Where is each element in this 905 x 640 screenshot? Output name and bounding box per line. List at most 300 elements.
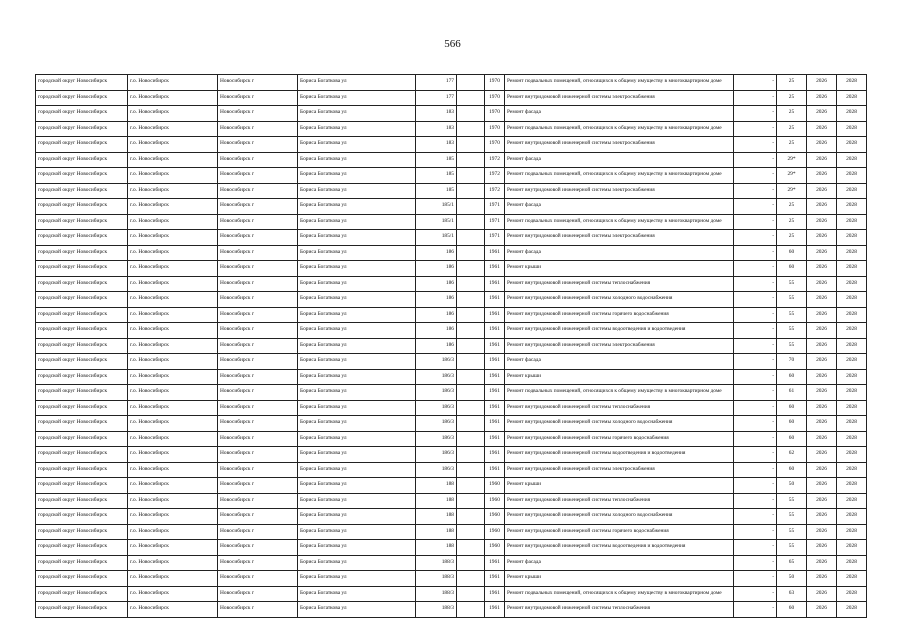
end-year-cell: 2028 [837,478,867,494]
end-year-cell: 2028 [837,524,867,540]
build-year-cell: 1960 [485,493,505,509]
street-cell: Бориса Богаткова ул [298,462,416,478]
work-type-cell: Ремонт внутридомовой инженерной системы теплоснабжения [505,493,734,509]
value-cell: 60 [777,245,807,261]
settlement-cell: г.о. Новосибирск [128,152,218,168]
start-year-cell: 2026 [807,524,837,540]
table-row [36,121,867,137]
value-cell: 25 [777,199,807,215]
district-cell: городской округ Новосибирск [36,416,128,432]
build-year-cell: 1961 [485,369,505,385]
table-row [36,524,867,540]
house-number-cell: 186 [416,292,457,308]
empty-cell [457,385,485,401]
house-number-cell: 186/3 [416,431,457,447]
cost-cell: - [734,385,777,401]
district-cell: городской округ Новосибирск [36,509,128,525]
end-year-cell: 2028 [837,90,867,106]
build-year-cell: 1971 [485,230,505,246]
build-year-cell: 1960 [485,524,505,540]
work-type-cell: Ремонт крыши [505,571,734,587]
work-type-cell: Ремонт внутридомовой инженерной системы теплоснабжения [505,400,734,416]
value-cell: 65 [777,555,807,571]
city-cell: Новосибирск г [218,261,298,277]
end-year-cell: 2028 [837,509,867,525]
city-cell: Новосибирск г [218,152,298,168]
value-cell: 55 [777,292,807,308]
empty-cell [457,199,485,215]
street-cell: Бориса Богаткова ул [298,137,416,153]
work-type-cell: Ремонт внутридомовой инженерной системы электроснабжения [505,137,734,153]
cost-cell: - [734,400,777,416]
street-cell: Бориса Богаткова ул [298,447,416,463]
end-year-cell: 2028 [837,137,867,153]
district-cell: городской округ Новосибирск [36,400,128,416]
cost-cell: - [734,214,777,230]
value-cell: 25 [777,121,807,137]
house-number-cell: 186/3 [416,354,457,370]
empty-cell [457,400,485,416]
value-cell: 55 [777,540,807,556]
value-cell: 25 [777,230,807,246]
empty-cell [457,540,485,556]
work-type-cell: Ремонт внутридомовой инженерной системы холодного водоснабжения [505,509,734,525]
empty-cell [457,121,485,137]
district-cell: городской округ Новосибирск [36,524,128,540]
end-year-cell: 2028 [837,602,867,618]
city-cell: Новосибирск г [218,168,298,184]
table-row [36,571,867,587]
table-row [36,369,867,385]
value-cell: 25 [777,137,807,153]
table-row [36,354,867,370]
page-number: 566 [444,38,461,50]
street-cell: Бориса Богаткова ул [298,307,416,323]
work-type-cell: Ремонт подвальных помещений, относящихся к общему имуществу в многоквартирном доме [505,586,734,602]
cost-cell: - [734,90,777,106]
cost-cell: - [734,586,777,602]
end-year-cell: 2028 [837,447,867,463]
house-number-cell: 188/3 [416,602,457,618]
build-year-cell: 1961 [485,602,505,618]
table-row [36,431,867,447]
cost-cell: - [734,137,777,153]
end-year-cell: 2028 [837,199,867,215]
work-type-cell: Ремонт подвальных помещений, относящихся к общему имуществу в многоквартирном доме [505,214,734,230]
street-cell: Бориса Богаткова ул [298,152,416,168]
start-year-cell: 2026 [807,307,837,323]
street-cell: Бориса Богаткова ул [298,385,416,401]
city-cell: Новосибирск г [218,602,298,618]
street-cell: Бориса Богаткова ул [298,540,416,556]
settlement-cell: г.о. Новосибирск [128,230,218,246]
table-row [36,509,867,525]
build-year-cell: 1970 [485,106,505,122]
end-year-cell: 2028 [837,276,867,292]
settlement-cell: г.о. Новосибирск [128,400,218,416]
street-cell: Бориса Богаткова ул [298,400,416,416]
value-cell: 55 [777,323,807,339]
city-cell: Новосибирск г [218,137,298,153]
house-number-cell: 186 [416,245,457,261]
work-type-cell: Ремонт подвальных помещений, относящихся к общему имуществу в многоквартирном доме [505,121,734,137]
value-cell: 60 [777,416,807,432]
empty-cell [457,75,485,91]
house-number-cell: 188/3 [416,586,457,602]
empty-cell [457,447,485,463]
city-cell: Новосибирск г [218,493,298,509]
district-cell: городской округ Новосибирск [36,90,128,106]
street-cell: Бориса Богаткова ул [298,75,416,91]
house-number-cell: 186/3 [416,447,457,463]
value-cell: 62 [777,447,807,463]
street-cell: Бориса Богаткова ул [298,509,416,525]
settlement-cell: г.о. Новосибирск [128,555,218,571]
city-cell: Новосибирск г [218,307,298,323]
end-year-cell: 2028 [837,416,867,432]
street-cell: Бориса Богаткова ул [298,90,416,106]
house-number-cell: 188 [416,524,457,540]
city-cell: Новосибирск г [218,571,298,587]
district-cell: городской округ Новосибирск [36,214,128,230]
district-cell: городской округ Новосибирск [36,137,128,153]
settlement-cell: г.о. Новосибирск [128,602,218,618]
start-year-cell: 2026 [807,385,837,401]
work-type-cell: Ремонт внутридомовой инженерной системы электроснабжения [505,338,734,354]
empty-cell [457,602,485,618]
house-number-cell: 188/3 [416,555,457,571]
district-cell: городской округ Новосибирск [36,447,128,463]
cost-cell: - [734,354,777,370]
empty-cell [457,586,485,602]
table-row [36,245,867,261]
street-cell: Бориса Богаткова ул [298,199,416,215]
empty-cell [457,462,485,478]
street-cell: Бориса Богаткова ул [298,276,416,292]
cost-cell: - [734,121,777,137]
build-year-cell: 1961 [485,261,505,277]
end-year-cell: 2028 [837,354,867,370]
settlement-cell: г.о. Новосибирск [128,509,218,525]
value-cell: 61 [777,385,807,401]
value-cell: 55 [777,307,807,323]
start-year-cell: 2026 [807,555,837,571]
build-year-cell: 1961 [485,586,505,602]
end-year-cell: 2028 [837,106,867,122]
empty-cell [457,431,485,447]
build-year-cell: 1961 [485,571,505,587]
value-cell: 25 [777,90,807,106]
start-year-cell: 2026 [807,245,837,261]
value-cell: 29* [777,183,807,199]
cost-cell: - [734,447,777,463]
house-number-cell: 188 [416,478,457,494]
cost-cell: - [734,276,777,292]
house-number-cell: 186 [416,338,457,354]
cost-cell: - [734,168,777,184]
start-year-cell: 2026 [807,540,837,556]
house-number-cell: 186/3 [416,369,457,385]
work-type-cell: Ремонт фасада [505,354,734,370]
settlement-cell: г.о. Новосибирск [128,307,218,323]
end-year-cell: 2028 [837,75,867,91]
work-type-cell: Ремонт внутридомовой инженерной системы электроснабжения [505,230,734,246]
district-cell: городской округ Новосибирск [36,354,128,370]
empty-cell [457,338,485,354]
work-type-cell: Ремонт внутридомовой инженерной системы теплоснабжения [505,602,734,618]
start-year-cell: 2026 [807,261,837,277]
settlement-cell: г.о. Новосибирск [128,385,218,401]
empty-cell [457,524,485,540]
build-year-cell: 1961 [485,431,505,447]
value-cell: 55 [777,524,807,540]
cost-cell: - [734,230,777,246]
street-cell: Бориса Богаткова ул [298,292,416,308]
cost-cell: - [734,540,777,556]
value-cell: 25 [777,106,807,122]
empty-cell [457,152,485,168]
end-year-cell: 2028 [837,540,867,556]
street-cell: Бориса Богаткова ул [298,168,416,184]
end-year-cell: 2028 [837,214,867,230]
work-type-cell: Ремонт подвальных помещений, относящихся к общему имуществу в многоквартирном доме [505,75,734,91]
city-cell: Новосибирск г [218,230,298,246]
district-cell: городской округ Новосибирск [36,152,128,168]
build-year-cell: 1972 [485,183,505,199]
build-year-cell: 1970 [485,75,505,91]
street-cell: Бориса Богаткова ул [298,230,416,246]
start-year-cell: 2026 [807,230,837,246]
end-year-cell: 2028 [837,385,867,401]
value-cell: 60 [777,369,807,385]
cost-cell: - [734,261,777,277]
empty-cell [457,106,485,122]
work-type-cell: Ремонт фасада [505,245,734,261]
house-number-cell: 186 [416,307,457,323]
cost-cell: - [734,431,777,447]
start-year-cell: 2026 [807,323,837,339]
street-cell: Бориса Богаткова ул [298,571,416,587]
build-year-cell: 1970 [485,90,505,106]
empty-cell [457,276,485,292]
end-year-cell: 2028 [837,369,867,385]
start-year-cell: 2026 [807,338,837,354]
table-row [36,462,867,478]
house-number-cell: 185/1 [416,199,457,215]
empty-cell [457,245,485,261]
street-cell: Бориса Богаткова ул [298,369,416,385]
district-cell: городской округ Новосибирск [36,106,128,122]
end-year-cell: 2028 [837,152,867,168]
table-row [36,75,867,91]
street-cell: Бориса Богаткова ул [298,354,416,370]
empty-cell [457,369,485,385]
settlement-cell: г.о. Новосибирск [128,524,218,540]
build-year-cell: 1960 [485,478,505,494]
table-row [36,447,867,463]
house-number-cell: 186/3 [416,400,457,416]
city-cell: Новосибирск г [218,338,298,354]
city-cell: Новосибирск г [218,462,298,478]
value-cell: 60 [777,400,807,416]
value-cell: 60 [777,431,807,447]
settlement-cell: г.о. Новосибирск [128,137,218,153]
settlement-cell: г.о. Новосибирск [128,431,218,447]
district-cell: городской округ Новосибирск [36,478,128,494]
district-cell: городской округ Новосибирск [36,230,128,246]
house-number-cell: 188 [416,509,457,525]
end-year-cell: 2028 [837,462,867,478]
table-row [36,276,867,292]
city-cell: Новосибирск г [218,183,298,199]
build-year-cell: 1972 [485,152,505,168]
house-number-cell: 183 [416,106,457,122]
value-cell: 50 [777,571,807,587]
cost-cell: - [734,369,777,385]
street-cell: Бориса Богаткова ул [298,431,416,447]
settlement-cell: г.о. Новосибирск [128,478,218,494]
table-row [36,106,867,122]
settlement-cell: г.о. Новосибирск [128,416,218,432]
house-number-cell: 183 [416,121,457,137]
cost-cell: - [734,416,777,432]
end-year-cell: 2028 [837,230,867,246]
table-body [36,75,867,618]
house-number-cell: 177 [416,90,457,106]
end-year-cell: 2028 [837,307,867,323]
district-cell: городской округ Новосибирск [36,75,128,91]
settlement-cell: г.о. Новосибирск [128,462,218,478]
start-year-cell: 2026 [807,168,837,184]
district-cell: городской округ Новосибирск [36,183,128,199]
table-row [36,493,867,509]
empty-cell [457,493,485,509]
city-cell: Новосибирск г [218,214,298,230]
value-cell: 60 [777,602,807,618]
value-cell: 29* [777,152,807,168]
house-number-cell: 186 [416,323,457,339]
end-year-cell: 2028 [837,338,867,354]
empty-cell [457,307,485,323]
end-year-cell: 2028 [837,245,867,261]
end-year-cell: 2028 [837,292,867,308]
settlement-cell: г.о. Новосибирск [128,183,218,199]
build-year-cell: 1971 [485,214,505,230]
end-year-cell: 2028 [837,261,867,277]
settlement-cell: г.о. Новосибирск [128,292,218,308]
settlement-cell: г.о. Новосибирск [128,106,218,122]
work-type-cell: Ремонт подвальных помещений, относящихся к общему имуществу в многоквартирном доме [505,168,734,184]
work-type-cell: Ремонт внутридомовой инженерной системы электроснабжения [505,183,734,199]
build-year-cell: 1961 [485,462,505,478]
work-type-cell: Ремонт внутридомовой инженерной системы электроснабжения [505,462,734,478]
street-cell: Бориса Богаткова ул [298,478,416,494]
start-year-cell: 2026 [807,493,837,509]
empty-cell [457,571,485,587]
cost-cell: - [734,245,777,261]
cost-cell: - [734,183,777,199]
table-row [36,540,867,556]
build-year-cell: 1960 [485,540,505,556]
capital-repair-table [35,74,867,618]
build-year-cell: 1960 [485,509,505,525]
cost-cell: - [734,509,777,525]
table-row [36,214,867,230]
cost-cell: - [734,323,777,339]
work-type-cell: Ремонт крыши [505,369,734,385]
value-cell: 60 [777,261,807,277]
work-type-cell: Ремонт внутридомовой инженерной системы холодного водоснабжения [505,292,734,308]
work-type-cell: Ремонт фасада [505,152,734,168]
settlement-cell: г.о. Новосибирск [128,261,218,277]
cost-cell: - [734,75,777,91]
table-row [36,323,867,339]
build-year-cell: 1961 [485,385,505,401]
start-year-cell: 2026 [807,602,837,618]
cost-cell: - [734,462,777,478]
start-year-cell: 2026 [807,509,837,525]
city-cell: Новосибирск г [218,431,298,447]
district-cell: городской округ Новосибирск [36,121,128,137]
empty-cell [457,214,485,230]
table-row [36,416,867,432]
value-cell: 50 [777,478,807,494]
district-cell: городской округ Новосибирск [36,571,128,587]
street-cell: Бориса Богаткова ул [298,323,416,339]
settlement-cell: г.о. Новосибирск [128,276,218,292]
street-cell: Бориса Богаткова ул [298,493,416,509]
house-number-cell: 186 [416,276,457,292]
empty-cell [457,168,485,184]
house-number-cell: 177 [416,75,457,91]
start-year-cell: 2026 [807,276,837,292]
district-cell: городской округ Новосибирск [36,338,128,354]
table-row [36,338,867,354]
street-cell: Бориса Богаткова ул [298,524,416,540]
work-type-cell: Ремонт фасада [505,199,734,215]
empty-cell [457,416,485,432]
table-row [36,261,867,277]
city-cell: Новосибирск г [218,416,298,432]
cost-cell: - [734,478,777,494]
empty-cell [457,292,485,308]
settlement-cell: г.о. Новосибирск [128,90,218,106]
cost-cell: - [734,524,777,540]
district-cell: городской округ Новосибирск [36,602,128,618]
empty-cell [457,183,485,199]
house-number-cell: 185/1 [416,214,457,230]
table-row [36,586,867,602]
house-number-cell: 188 [416,493,457,509]
end-year-cell: 2028 [837,183,867,199]
value-cell: 25 [777,214,807,230]
city-cell: Новосибирск г [218,245,298,261]
settlement-cell: г.о. Новосибирск [128,75,218,91]
table-row [36,199,867,215]
district-cell: городской округ Новосибирск [36,199,128,215]
table-row [36,168,867,184]
build-year-cell: 1961 [485,555,505,571]
empty-cell [457,323,485,339]
settlement-cell: г.о. Новосибирск [128,586,218,602]
table-row [36,478,867,494]
settlement-cell: г.о. Новосибирск [128,121,218,137]
house-number-cell: 185 [416,152,457,168]
end-year-cell: 2028 [837,400,867,416]
street-cell: Бориса Богаткова ул [298,602,416,618]
work-type-cell: Ремонт внутридомовой инженерной системы электроснабжения [505,90,734,106]
build-year-cell: 1971 [485,199,505,215]
